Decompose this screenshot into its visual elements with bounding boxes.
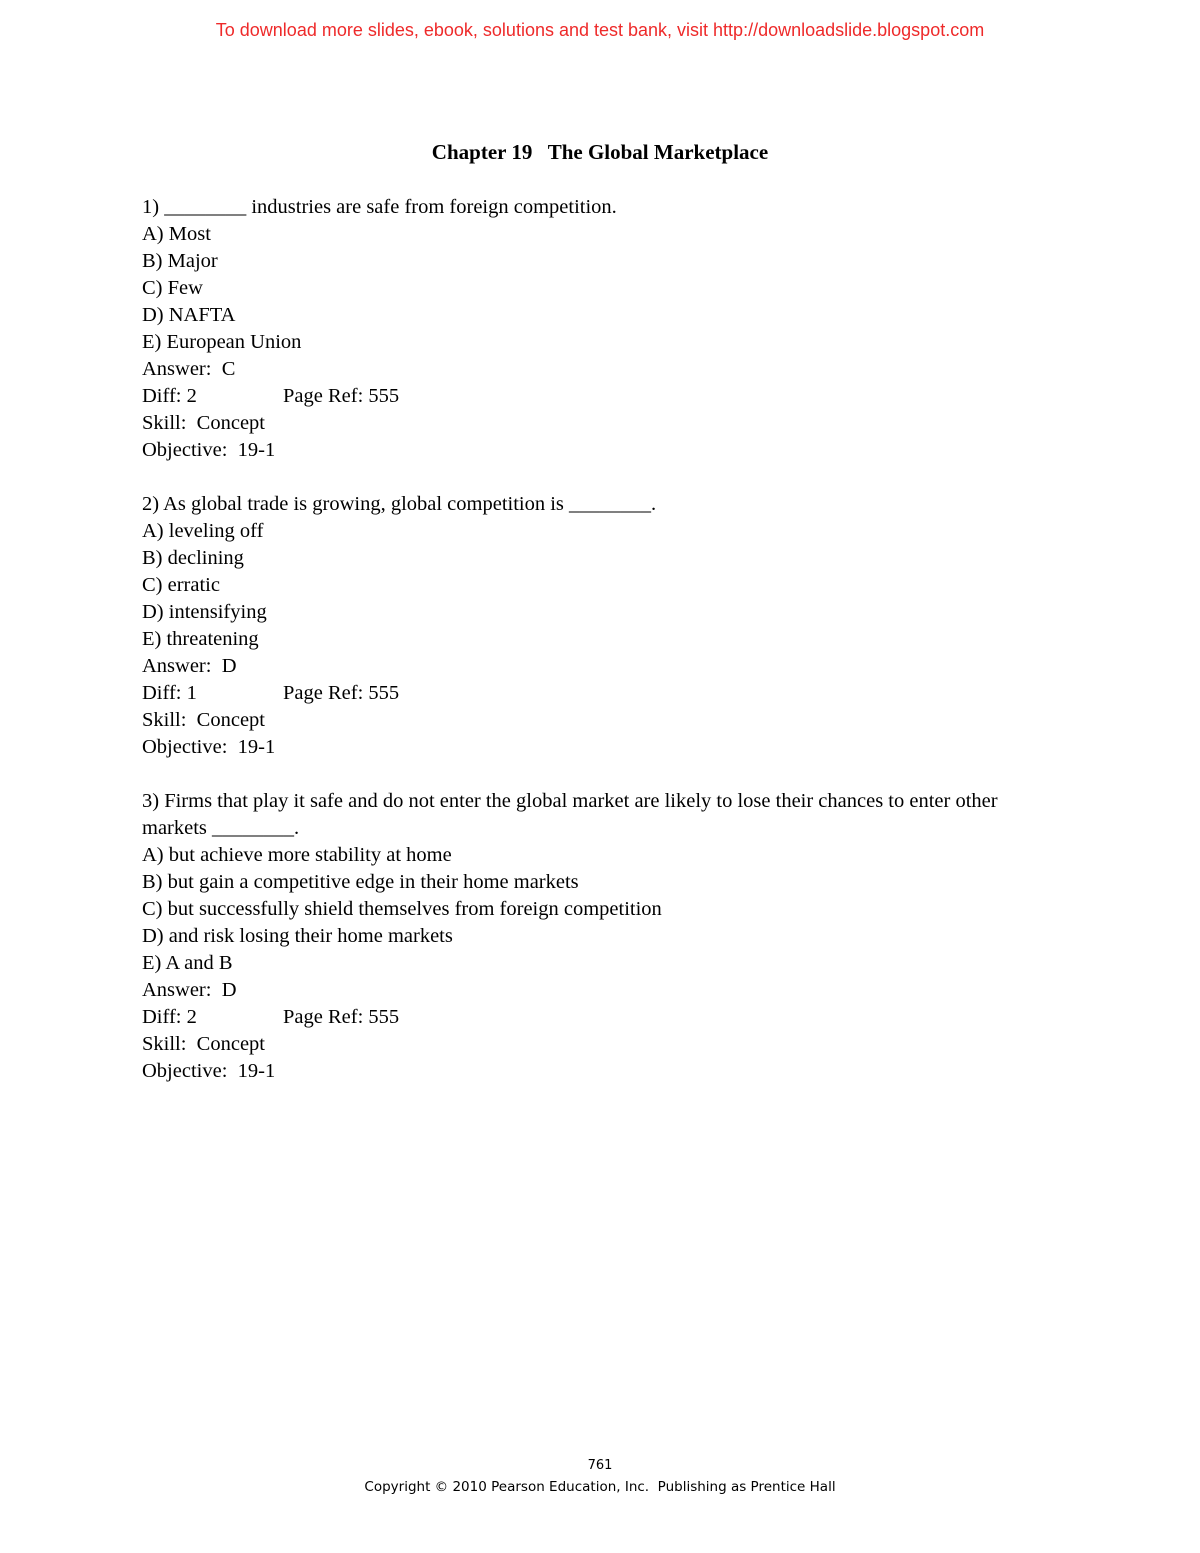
page-number: 761 — [587, 1458, 613, 1473]
page-reference: Page Ref: 555 — [283, 385, 400, 407]
skill: Skill: Concept — [142, 412, 265, 434]
answer-option-d: D) NAFTA — [142, 304, 236, 326]
answer-option-a: A) but achieve more stability at home — [142, 844, 452, 866]
answer-option-c: C) Few — [142, 277, 203, 299]
answer-option-c: C) but successfully shield themselves from foreign competition — [142, 898, 662, 920]
difficulty-line — [142, 383, 1042, 410]
difficulty-line — [142, 680, 1042, 707]
correct-answer: Answer: D — [142, 655, 237, 677]
answer-option-d: D) and risk losing their home markets — [142, 925, 453, 947]
correct-answer: Answer: D — [142, 979, 237, 1001]
answer-option-e: E) threatening — [142, 628, 259, 650]
answer-option-c: C) erratic — [142, 574, 220, 596]
answer-option-b: B) declining — [142, 547, 244, 569]
difficulty: Diff: 1 — [142, 682, 197, 704]
chapter-title: Chapter 19 The Global Marketplace — [431, 140, 769, 164]
answer-option-a: A) Most — [142, 223, 211, 245]
correct-answer: Answer: C — [142, 358, 236, 380]
question-list — [142, 194, 1042, 1112]
objective: Objective: 19-1 — [142, 736, 276, 758]
answer-option-e: E) A and B — [142, 952, 233, 974]
skill: Skill: Concept — [142, 1033, 265, 1055]
page-reference: Page Ref: 555 — [283, 1006, 400, 1028]
copyright-notice: Copyright © 2010 Pearson Education, Inc. Publishing as Prentice Hall — [364, 1479, 836, 1495]
objective: Objective: 19-1 — [142, 439, 276, 461]
question-1 — [142, 194, 1042, 464]
difficulty: Diff: 2 — [142, 1006, 197, 1028]
difficulty: Diff: 2 — [142, 385, 197, 407]
objective: Objective: 19-1 — [142, 1060, 276, 1082]
question-2 — [142, 491, 1042, 761]
question-3 — [142, 788, 1042, 1085]
difficulty-line — [142, 1004, 1042, 1031]
skill: Skill: Concept — [142, 709, 265, 731]
download-banner: To download more slides, ebook, solutions and test bank, visit http://downloadslide.blogspot.com — [215, 20, 985, 40]
question-stem: 1) ________ industries are safe from foreign competition. — [142, 196, 617, 218]
answer-option-b: B) Major — [142, 250, 218, 272]
answer-option-a: A) leveling off — [142, 520, 264, 542]
question-stem: 3) Firms that play it safe and do not enter the global market are likely to lose their chances to enter other markets ________. — [142, 790, 998, 839]
page-reference: Page Ref: 555 — [283, 682, 400, 704]
answer-option-b: B) but gain a competitive edge in their home markets — [142, 871, 579, 893]
answer-option-e: E) European Union — [142, 331, 302, 353]
answer-option-d: D) intensifying — [142, 601, 267, 623]
question-stem: 2) As global trade is growing, global competition is ________. — [142, 493, 657, 515]
